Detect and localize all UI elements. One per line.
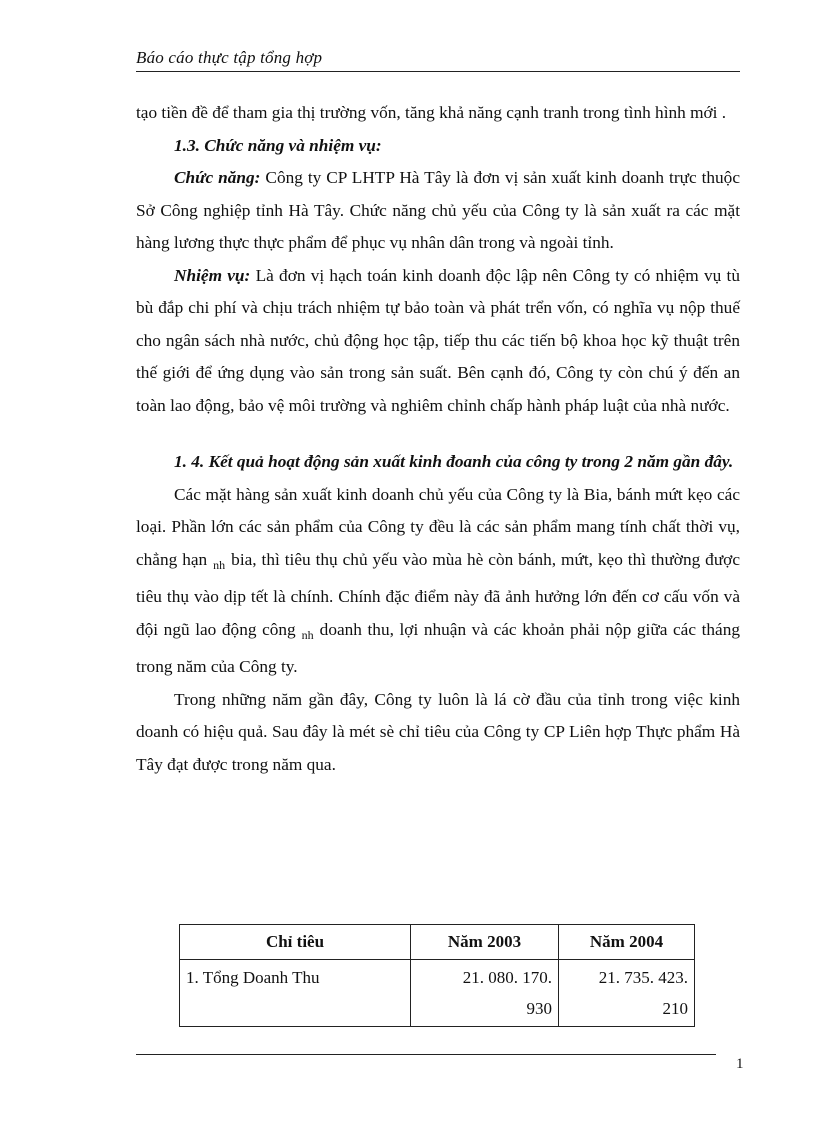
section-heading-1-4: 1. 4. Kết quả hoạt động sản xuất kinh đoanh của công ty trong 2 năm gần đây. — [174, 452, 734, 471]
header-nam-2003: Năm 2003 — [411, 925, 559, 960]
cell-2004-line2: 210 — [662, 999, 688, 1018]
nhiem-vu-text: Là đơn vị hạch toán kinh doanh độc lập nên Công ty có nhiệm vụ tù bù đắp chi phí và chịu trách nhiệm tự bảo toàn và phát trển vốn, có nghĩa vụ nộp thuế cho ngân sách nhà nước, chủ động học tập, tiếp thu các tiến bộ khoa học kỹ thuật trên thế giới để ứng dụng vào sản trong sản suất. Bên cạnh đó, Công ty còn chú ý đến an toàn lao động, bảo vệ môi trường và nghiêm chỉnh chấp hành pháp luật của nhà nước. — [136, 265, 740, 415]
paragraph-products — [136, 479, 740, 684]
nhiem-vu-label: Nhiệm vụ: — [174, 265, 251, 285]
page-header-title: Báo cáo thực tập tổng hợp — [136, 48, 323, 67]
footer-divider — [136, 1054, 716, 1055]
chuc-nang-text: Công ty CP LHTP Hà Tây là đơn vị sản xuất kinh doanh trực thuộc Sở Công nghiệp tỉnh Hà Tây. Chức năng chủ yếu của Công ty là sản xuất ra các mặt hàng lương thực thực phẩm để phục vụ nhân dân trong và ngoài tỉnh. — [136, 168, 740, 252]
products-text-2: bia, thì tiêu thụ chủ yếu vào mùa hè còn bánh, mứt, kẹo thì thường được tiêu thụ vào dịp tết là chính. Chính đặc điểm này đã ảnh hưởng lớn đến cơ cấu vốn và đội ngũ lao động công — [136, 549, 740, 639]
header-nam-2004: Năm 2004 — [559, 925, 695, 960]
header-divider — [136, 71, 740, 72]
spacer — [136, 422, 740, 446]
document-body — [136, 97, 740, 781]
table-row — [180, 960, 695, 1027]
row-label: 1. Tổng Doanh Thu — [180, 960, 411, 1027]
page-number: 1 — [736, 1056, 744, 1072]
cell-2004 — [559, 960, 695, 1027]
header-chi-tieu: Chỉ tiêu — [180, 925, 411, 960]
paragraph-intro: tạo tiền đề để tham gia thị trường vốn, tăng khả năng cạnh tranh trong tình hình mới . — [136, 103, 727, 122]
cell-2004-line1: 21. 735. 423. — [598, 968, 688, 987]
subscript-fragment-1: nh — [213, 557, 226, 572]
indicators-table — [179, 924, 695, 1027]
products-text-3: doanh thu, lợi nhuận và các khoản phải nộp giữa các tháng trong năm của Công ty. — [136, 619, 740, 676]
subscript-fragment-2: nh — [301, 627, 314, 642]
cell-2003 — [411, 960, 559, 1027]
paragraph-recent-years: Trong những năm gần đây, Công ty luôn là lá cờ đầu của tỉnh trong việc kinh doanh có hiệu quả. Sau đây là mét sè chỉ tiêu của Công ty CP Liên hợp Thực phẩm Hà Tây đạt được trong năm qua. — [136, 689, 740, 774]
products-text-1: Các mặt hàng sản xuất kinh doanh chủ yếu của Công ty là Bia, bánh mứt kẹo các loại. Phần lớn các sản phẩm của Công ty đều là các sản phẩm mang tính chất thời vụ, chẳng hạn — [136, 484, 740, 569]
cell-2003-line2: 930 — [526, 999, 552, 1018]
table-header-row — [180, 925, 695, 960]
paragraph-chuc-nang — [136, 162, 740, 260]
chuc-nang-label: Chức năng: — [174, 168, 261, 187]
section-heading-1-3: 1.3. Chức năng và nhiệm vụ: — [174, 135, 382, 155]
cell-2003-line1: 21. 080. 170. — [462, 968, 552, 987]
paragraph-nhiem-vu — [136, 260, 740, 423]
